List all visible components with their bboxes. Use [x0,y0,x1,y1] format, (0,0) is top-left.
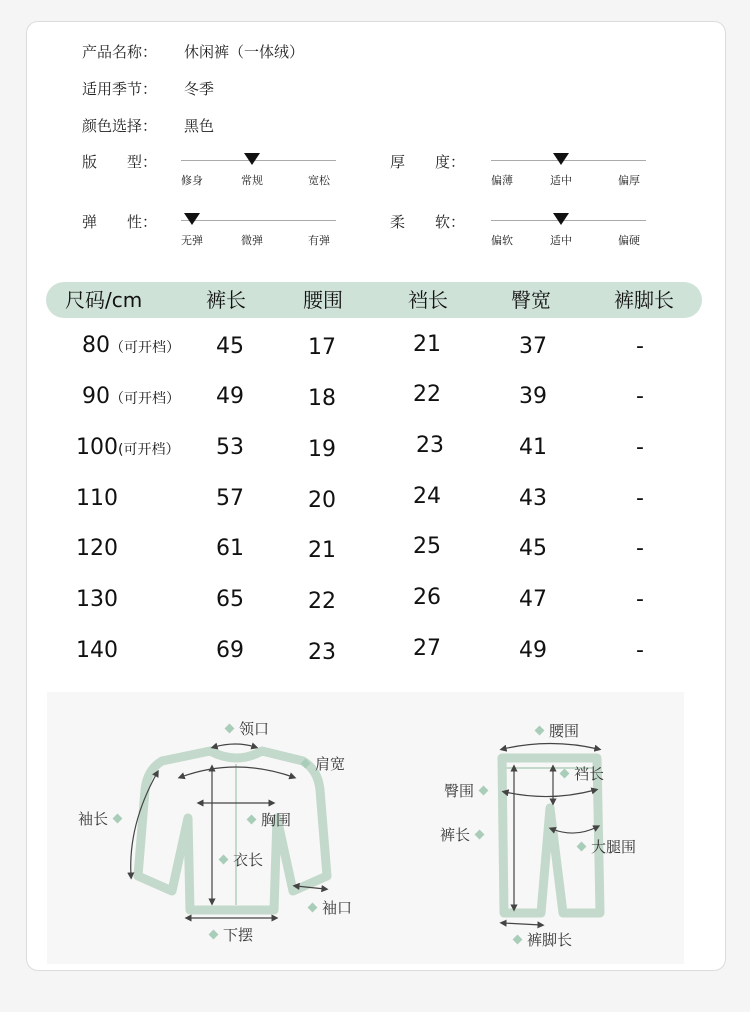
fit-scale [181,151,336,191]
hip-label: 臀围 [444,782,475,800]
diamond-icon [247,815,257,825]
color-label: 颜色选择： [82,117,158,135]
size-note: （可开档） [110,391,180,407]
fit-option-3: 宽松 [308,174,330,187]
waist-caption [530,720,579,741]
elasticity-option-2: 微弹 [241,234,263,247]
waist-cell: 22 [308,589,336,614]
size-cell [76,435,179,460]
hip-width-cell: 45 [519,536,547,561]
body-length-label: 衣长 [233,851,264,869]
thigh-label: 大腿围 [591,838,637,856]
pants-length-cell: 61 [216,536,244,561]
thickness-option-3: 偏厚 [618,174,640,187]
header-leg-opening: 裤脚长 [614,288,674,312]
waist-cell: 21 [308,538,336,563]
hip-width-cell: 43 [519,486,547,511]
fit-label: 版 型： [82,153,158,171]
waist-cell: 18 [308,386,336,411]
diamond-icon [535,726,545,736]
hip-width-cell: 47 [519,587,547,612]
size-value: 100 [76,435,118,460]
leg-opening-cell: - [636,384,644,409]
pants-length-cell: 49 [216,384,244,409]
elasticity-scale-line [181,220,336,221]
leg-opening-cell: - [636,638,644,663]
thickness-option-1: 偏薄 [491,174,513,187]
size-value: 90 [82,384,110,409]
diamond-icon [301,759,311,769]
leg-opening-cell: - [636,435,644,460]
cuff-caption [303,897,352,918]
rise-cell: 26 [413,585,441,610]
sleeve-length-caption [78,808,127,829]
leg-opening-cell: - [636,334,644,359]
hip-width-cell: 39 [519,384,547,409]
header-pants-length: 裤长 [206,288,246,312]
thickness-option-2: 适中 [550,174,572,187]
softness-scale-marker [553,213,569,225]
diamond-icon [513,935,523,945]
rise-cell: 23 [416,433,444,458]
season-value: 冬季 [184,80,215,98]
collar-label: 领口 [239,720,270,738]
header-size: 尺码/cm [65,288,143,312]
fit-scale-marker [244,153,260,165]
thickness-scale [491,151,646,191]
size-value: 140 [76,638,118,663]
sleeve-length-label: 袖长 [78,810,109,828]
size-cell [82,384,180,409]
softness-scale [491,211,646,251]
hem-label: 下摆 [223,926,254,944]
rise-caption [555,763,604,784]
size-cell [76,486,118,511]
measurement-diagram-area [47,692,684,964]
diamond-icon [113,814,123,824]
size-value: 120 [76,536,118,561]
chest-caption [242,809,291,830]
diamond-icon [225,724,235,734]
leg-opening-caption [508,929,572,950]
pants-length-cell: 57 [216,486,244,511]
elasticity-scale-marker [184,213,200,225]
waist-cell: 20 [308,488,336,513]
pants-length-cell: 45 [216,334,244,359]
diamond-icon [308,903,318,913]
softness-option-2: 适中 [550,234,572,247]
diamond-icon [479,786,489,796]
body-length-caption [214,849,263,870]
size-cell [82,333,180,358]
thickness-scale-marker [553,153,569,165]
cuff-label: 袖口 [322,899,353,917]
pants-length-cell: 53 [216,435,244,460]
pants-length-caption [440,824,489,845]
product-name-value: 休闲裤（一体绒） [184,43,305,61]
header-hip-width: 臀宽 [511,288,551,312]
hem-caption [204,924,253,945]
rise-cell: 22 [413,382,441,407]
color-row [82,115,214,136]
leg-opening-cell: - [636,486,644,511]
elasticity-option-1: 无弹 [181,234,203,247]
header-rise: 裆长 [408,288,448,312]
shoulder-caption [296,753,345,774]
size-note: (可开档） [118,442,180,458]
collar-caption [220,718,269,739]
color-value: 黑色 [184,117,215,135]
rise-cell: 25 [413,534,441,559]
softness-option-3: 偏硬 [618,234,640,247]
elasticity-option-3: 有弹 [308,234,330,247]
hip-width-cell: 49 [519,638,547,663]
softness-option-1: 偏软 [491,234,513,247]
pants-length-cell: 65 [216,587,244,612]
waist-cell: 17 [308,335,336,360]
pants-length-cell: 69 [216,638,244,663]
diamond-icon [219,855,229,865]
size-value: 110 [76,486,118,511]
diamond-icon [209,930,219,940]
waist-label: 腰围 [549,722,580,740]
leg-opening-cell: - [636,587,644,612]
hip-width-cell: 41 [519,435,547,460]
size-table-header [46,282,702,318]
fit-option-2: 常规 [241,174,263,187]
pants-length-label: 裤长 [440,826,471,844]
thigh-caption [572,836,636,857]
product-name-row [82,41,304,62]
waist-cell: 23 [308,640,336,665]
leg-opening-label: 裤脚长 [527,931,573,949]
hip-caption [444,780,493,801]
fit-option-1: 修身 [181,174,203,187]
diamond-icon [560,769,570,779]
elasticity-label: 弹 性： [82,213,158,231]
hip-width-cell: 37 [519,334,547,359]
diamond-icon [577,842,587,852]
rise-cell: 21 [413,332,441,357]
shoulder-label: 肩宽 [315,755,346,773]
size-value: 130 [76,587,118,612]
waist-cell: 19 [308,437,336,462]
thickness-label: 厚 度： [390,153,466,171]
header-waist: 腰围 [303,288,343,312]
softness-label: 柔 软： [390,213,466,231]
diamond-icon [475,830,485,840]
size-note: （可开档） [110,340,180,356]
product-name-label: 产品名称： [82,43,158,61]
season-row [82,78,214,99]
elasticity-scale [181,211,336,251]
size-value: 80 [82,333,110,358]
chest-label: 胸围 [261,811,292,829]
size-cell [76,638,118,663]
season-label: 适用季节： [82,80,158,98]
rise-cell: 27 [413,636,441,661]
size-cell [76,587,118,612]
rise-label: 裆长 [574,765,605,783]
rise-cell: 24 [413,484,441,509]
size-cell [76,536,118,561]
leg-opening-cell: - [636,536,644,561]
